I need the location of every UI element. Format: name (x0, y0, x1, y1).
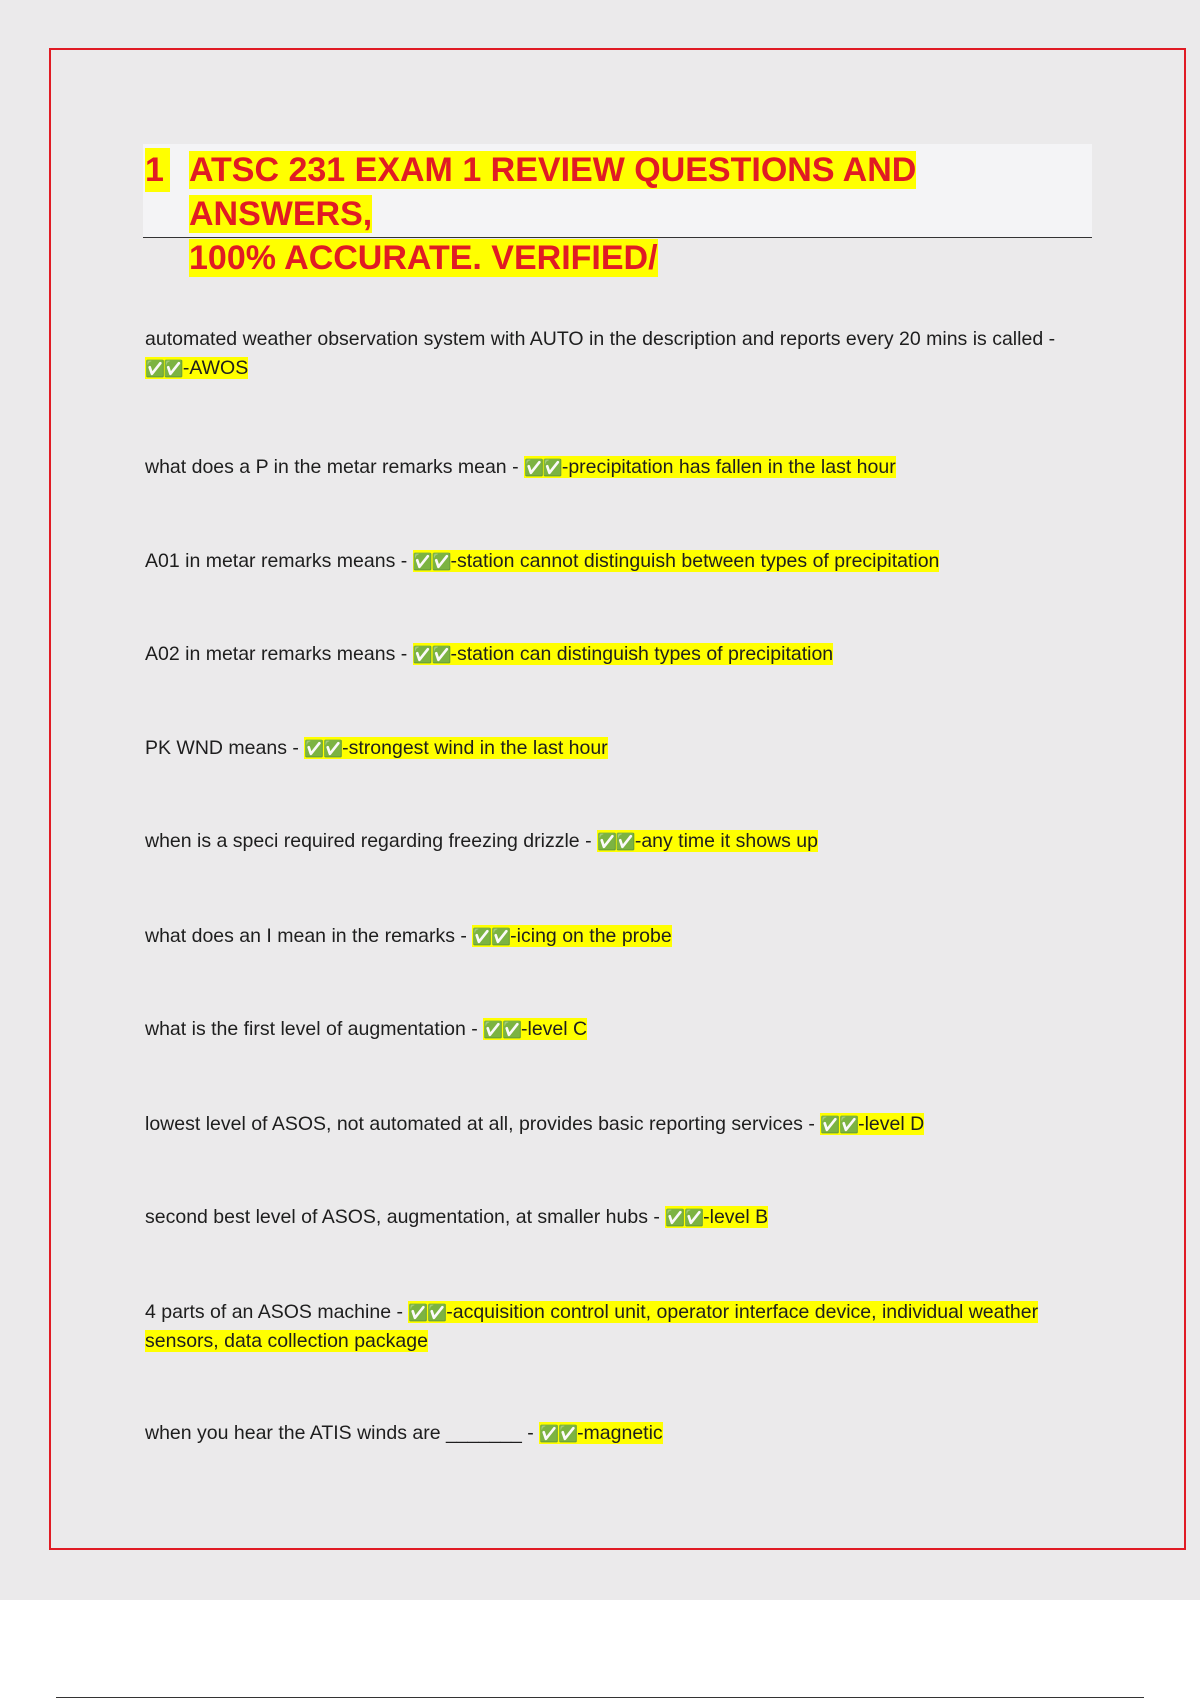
answer-text: -station can distinguish types of precipitation (450, 643, 834, 665)
check-icon: ✅✅ (304, 739, 343, 758)
question-text: what does an I mean in the remarks - (145, 925, 473, 947)
check-icon: ✅✅ (408, 1303, 447, 1322)
answer-text: -strongest wind in the last hour (342, 737, 608, 759)
answer-highlight (413, 550, 940, 572)
question-text: lowest level of ASOS, not automated at all, provides basic reporting services - (145, 1113, 821, 1135)
answer-highlight (483, 1018, 587, 1040)
check-icon: ✅✅ (483, 1020, 522, 1039)
question-text: PK WND means - (145, 737, 305, 759)
title-number: 1 (145, 148, 170, 192)
question-text: what is the first level of augmentation - (145, 1018, 484, 1040)
answer-text: -level D (858, 1113, 925, 1135)
question-text: second best level of ASOS, augmentation, at smaller hubs - (145, 1206, 666, 1228)
question-text: automated weather observation system with AUTO in the description and reports every 20 mins is called - (145, 328, 1056, 350)
question-text: when you hear the ATIS winds are _______ - (145, 1422, 540, 1444)
qa-item (145, 325, 1090, 383)
answer-highlight (413, 643, 833, 665)
qa-item (145, 1298, 1090, 1356)
qa-item (145, 1419, 1090, 1448)
answer-text: -station cannot distinguish between types of precipitation (450, 550, 940, 572)
check-icon: ✅✅ (412, 645, 451, 664)
question-text: A01 in metar remarks means - (145, 550, 413, 572)
question-text: what does a P in the metar remarks mean - (145, 456, 524, 478)
answer-text: -magnetic (577, 1422, 663, 1444)
answer-highlight (539, 1422, 662, 1444)
qa-item (145, 547, 1090, 576)
qa-item (145, 453, 1090, 482)
qa-item (145, 734, 1090, 763)
question-text: when is a speci required regarding freezing drizzle - (145, 830, 597, 852)
answer-highlight (304, 737, 607, 759)
answer-text: -icing on the probe (510, 925, 672, 947)
answer-highlight (145, 357, 248, 379)
question-text: 4 parts of an ASOS machine - (145, 1301, 409, 1323)
answer-text: -any time it shows up (634, 830, 818, 852)
answer-highlight (820, 1113, 924, 1135)
title-text (189, 148, 1089, 280)
answer-highlight (524, 456, 896, 478)
title-line-1: ATSC 231 EXAM 1 REVIEW QUESTIONS AND ANSWERS, (189, 151, 917, 233)
footer-divider (56, 1697, 1144, 1698)
answer-text: -level B (703, 1206, 769, 1228)
qa-item (145, 640, 1090, 669)
qa-item (145, 1110, 1090, 1139)
answer-text: -precipitation has fallen in the last hour (561, 456, 896, 478)
qa-item (145, 1203, 1090, 1232)
answer-highlight (597, 830, 818, 852)
check-icon: ✅✅ (472, 927, 511, 946)
qa-item (145, 1015, 1090, 1044)
check-icon: ✅✅ (145, 359, 183, 378)
check-icon: ✅✅ (412, 552, 451, 571)
check-icon: ✅✅ (596, 832, 635, 851)
answer-highlight (472, 925, 671, 947)
question-text: A02 in metar remarks means - (145, 643, 413, 665)
answer-text: -acquisition control unit, operator interface device, individual weather sensors, data collection package (145, 1301, 1039, 1352)
answer-text: -level C (521, 1018, 588, 1040)
qa-item (145, 827, 1090, 856)
check-icon: ✅✅ (539, 1424, 578, 1443)
document-title (143, 144, 1092, 277)
check-icon: ✅✅ (665, 1208, 704, 1227)
title-line-2: 100% ACCURATE. VERIFIED/ (189, 239, 658, 277)
check-icon: ✅✅ (820, 1115, 859, 1134)
answer-text: -AWOS (182, 357, 249, 379)
qa-item (145, 922, 1090, 951)
answer-highlight (665, 1206, 768, 1228)
check-icon: ✅✅ (523, 458, 562, 477)
